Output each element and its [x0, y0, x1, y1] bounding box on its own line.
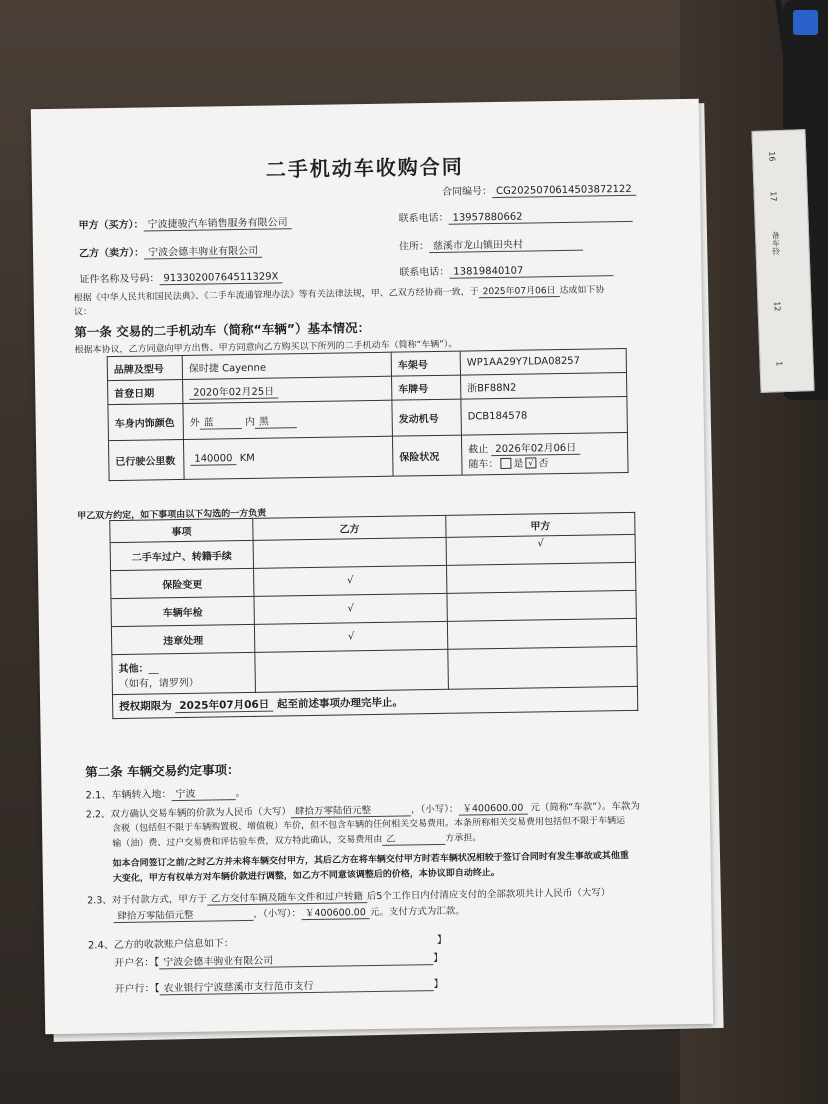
checkbox-yes: [500, 458, 511, 469]
tag-num: 17: [768, 191, 778, 202]
table-row: 违章处理 √: [111, 618, 636, 654]
party-a-phone: 联系电话： 13957880662: [398, 206, 632, 225]
authorization-row: 授权期限为 2025年07月06日 起至前述事项办理完毕止。: [112, 686, 637, 718]
paper-tag: [751, 129, 814, 393]
km-label: 已行驶公里数: [108, 439, 184, 480]
clause-2-1: 2.1、车辆转入地： 宁波 。: [85, 788, 246, 802]
bank-name: 开户行：【 农业银行宁波慈溪市支行范市支行 】: [114, 978, 444, 996]
brand-label: 品牌及型号: [107, 355, 182, 380]
duty-table: [109, 512, 638, 719]
color-label: 车身内饰颜色: [108, 403, 184, 440]
duty-header-item: 事项: [110, 518, 253, 542]
checkbox-no: √: [525, 457, 536, 468]
tag-num: 16: [767, 151, 777, 162]
table-row: 二手车过户、转籍手续 √: [110, 534, 635, 570]
vin-value: WP1AA29Y7LDA08257: [460, 348, 626, 375]
device-blue-part: [793, 10, 818, 35]
clause-2-2-bold1: 如本合同签订之前/之时乙方并未将车辆交付甲方，其后乙方在将车辆交付甲方时若车辆状况相较于签订合同时有发生事故或其他重: [112, 851, 629, 870]
contract-page: [31, 99, 713, 1034]
clause-2-4: 2.4、乙方的收款账户信息如下： 】: [87, 934, 448, 952]
contract-no: 合同编号： CG2025070614503872122: [442, 180, 636, 198]
duty-header-b: 乙方: [253, 515, 446, 540]
reg-label: 首登日期: [108, 379, 183, 404]
vehicle-table: [107, 348, 629, 481]
engine-value: DCB184578: [461, 396, 628, 435]
article-2-heading: 第二条 车辆交易约定事项：: [85, 762, 240, 780]
id-number: 证件名称及号码： 91330200764511329X: [79, 267, 282, 285]
vin-label: 车架号: [391, 351, 460, 376]
party-b-phone: 联系电话： 13819840107: [399, 260, 613, 278]
table-row-other: 其他：__ （如有，请罗列）: [112, 646, 638, 694]
party-b: 乙方（卖方）： 宁波会德丰驹业有限公司: [79, 242, 262, 260]
clause-2-2: 2.2、双方确认交易车辆的价款为人民币（大写） 肆拾万零陆佰元整 ，（小写）： ￥400600.00 元（简称“车款”）。车款为: [85, 800, 641, 821]
table-row: 保险变更 √: [111, 562, 636, 598]
clause-2-3-line2: 肆拾万零陆佰元整 ，（小写）： ￥400600.00 元。支付方式为汇款。: [113, 903, 465, 923]
account-name: 开户名：【 宁波会德丰驹业有限公司 】: [114, 952, 444, 970]
clause-2-2-bold2: 大变化，甲方有权单方对车辆价款进行调整，如乙方不同意该调整后的价格，本协议即自动终止。: [112, 868, 500, 885]
duty-header-a: 甲方: [446, 512, 635, 537]
insurance-label: 保险状况: [392, 435, 462, 476]
clause-2-2-line3: 输（油）费、过户交易费和评估验车费，双方特此确认，交易费用由 乙 方承担。: [112, 833, 482, 850]
tag-text: 备车铃: [770, 231, 781, 256]
reg-value: 2020年02月25日: [183, 376, 392, 403]
plate-value: 浙BF88N2: [461, 372, 627, 399]
clause-2-2-line2: 含税（包括但不限于车辆购置税、增值税）车价，但不包含车辆的任何相关交易费用。本条所称相关交易费用包括但不限于车辆运: [112, 816, 626, 835]
party-a: 甲方（买方）： 宁波捷骏汽车销售服务有限公司: [78, 213, 291, 231]
article-1-heading: 第一条 交易的二手机动车（简称“车辆”）基本情况：: [74, 320, 371, 340]
party-b-address: 住所： 慈溪市龙山镇田央村: [399, 235, 583, 253]
article-1-intro: 根据本协议，乙方同意向甲方出售、甲方同意向乙方购买以下所列的二手机动车（简称“车辆”）。: [74, 339, 458, 356]
duty-intro: 甲乙双方约定，如下事项由以下勾选的一方负责: [77, 508, 267, 522]
clause-2-3: 2.3、对于付款方式，甲方于 乙方交付车辆及随车文件和过户转籍 后5个工作日内付清应支付的全部款项共计人民币（大写）: [87, 887, 611, 907]
km-value: 140000 KM: [183, 436, 393, 479]
table-row: 车辆年检 √: [111, 590, 636, 626]
tag-num: 1: [774, 361, 784, 367]
plate-label: 车牌号: [392, 375, 461, 400]
insurance-value: 截止 2026年02月06日 随车： 是 √ 否: [461, 432, 628, 475]
tag-num: 12: [772, 301, 782, 312]
preamble: 根据《中华人民共和国民法典》、《二手车流通管理办法》等有关法律法规，甲、乙双方经协商一致，于 2025年07月06日 达成如下协: [73, 285, 605, 304]
color-value: 外 蓝 内 黑: [183, 400, 393, 439]
preamble-line2: 议：: [73, 307, 93, 318]
brand-value: 保时捷 Cayenne: [182, 352, 391, 379]
document-title: 二手机动车收购合同: [265, 154, 464, 182]
engine-label: 发动机号: [392, 399, 462, 436]
